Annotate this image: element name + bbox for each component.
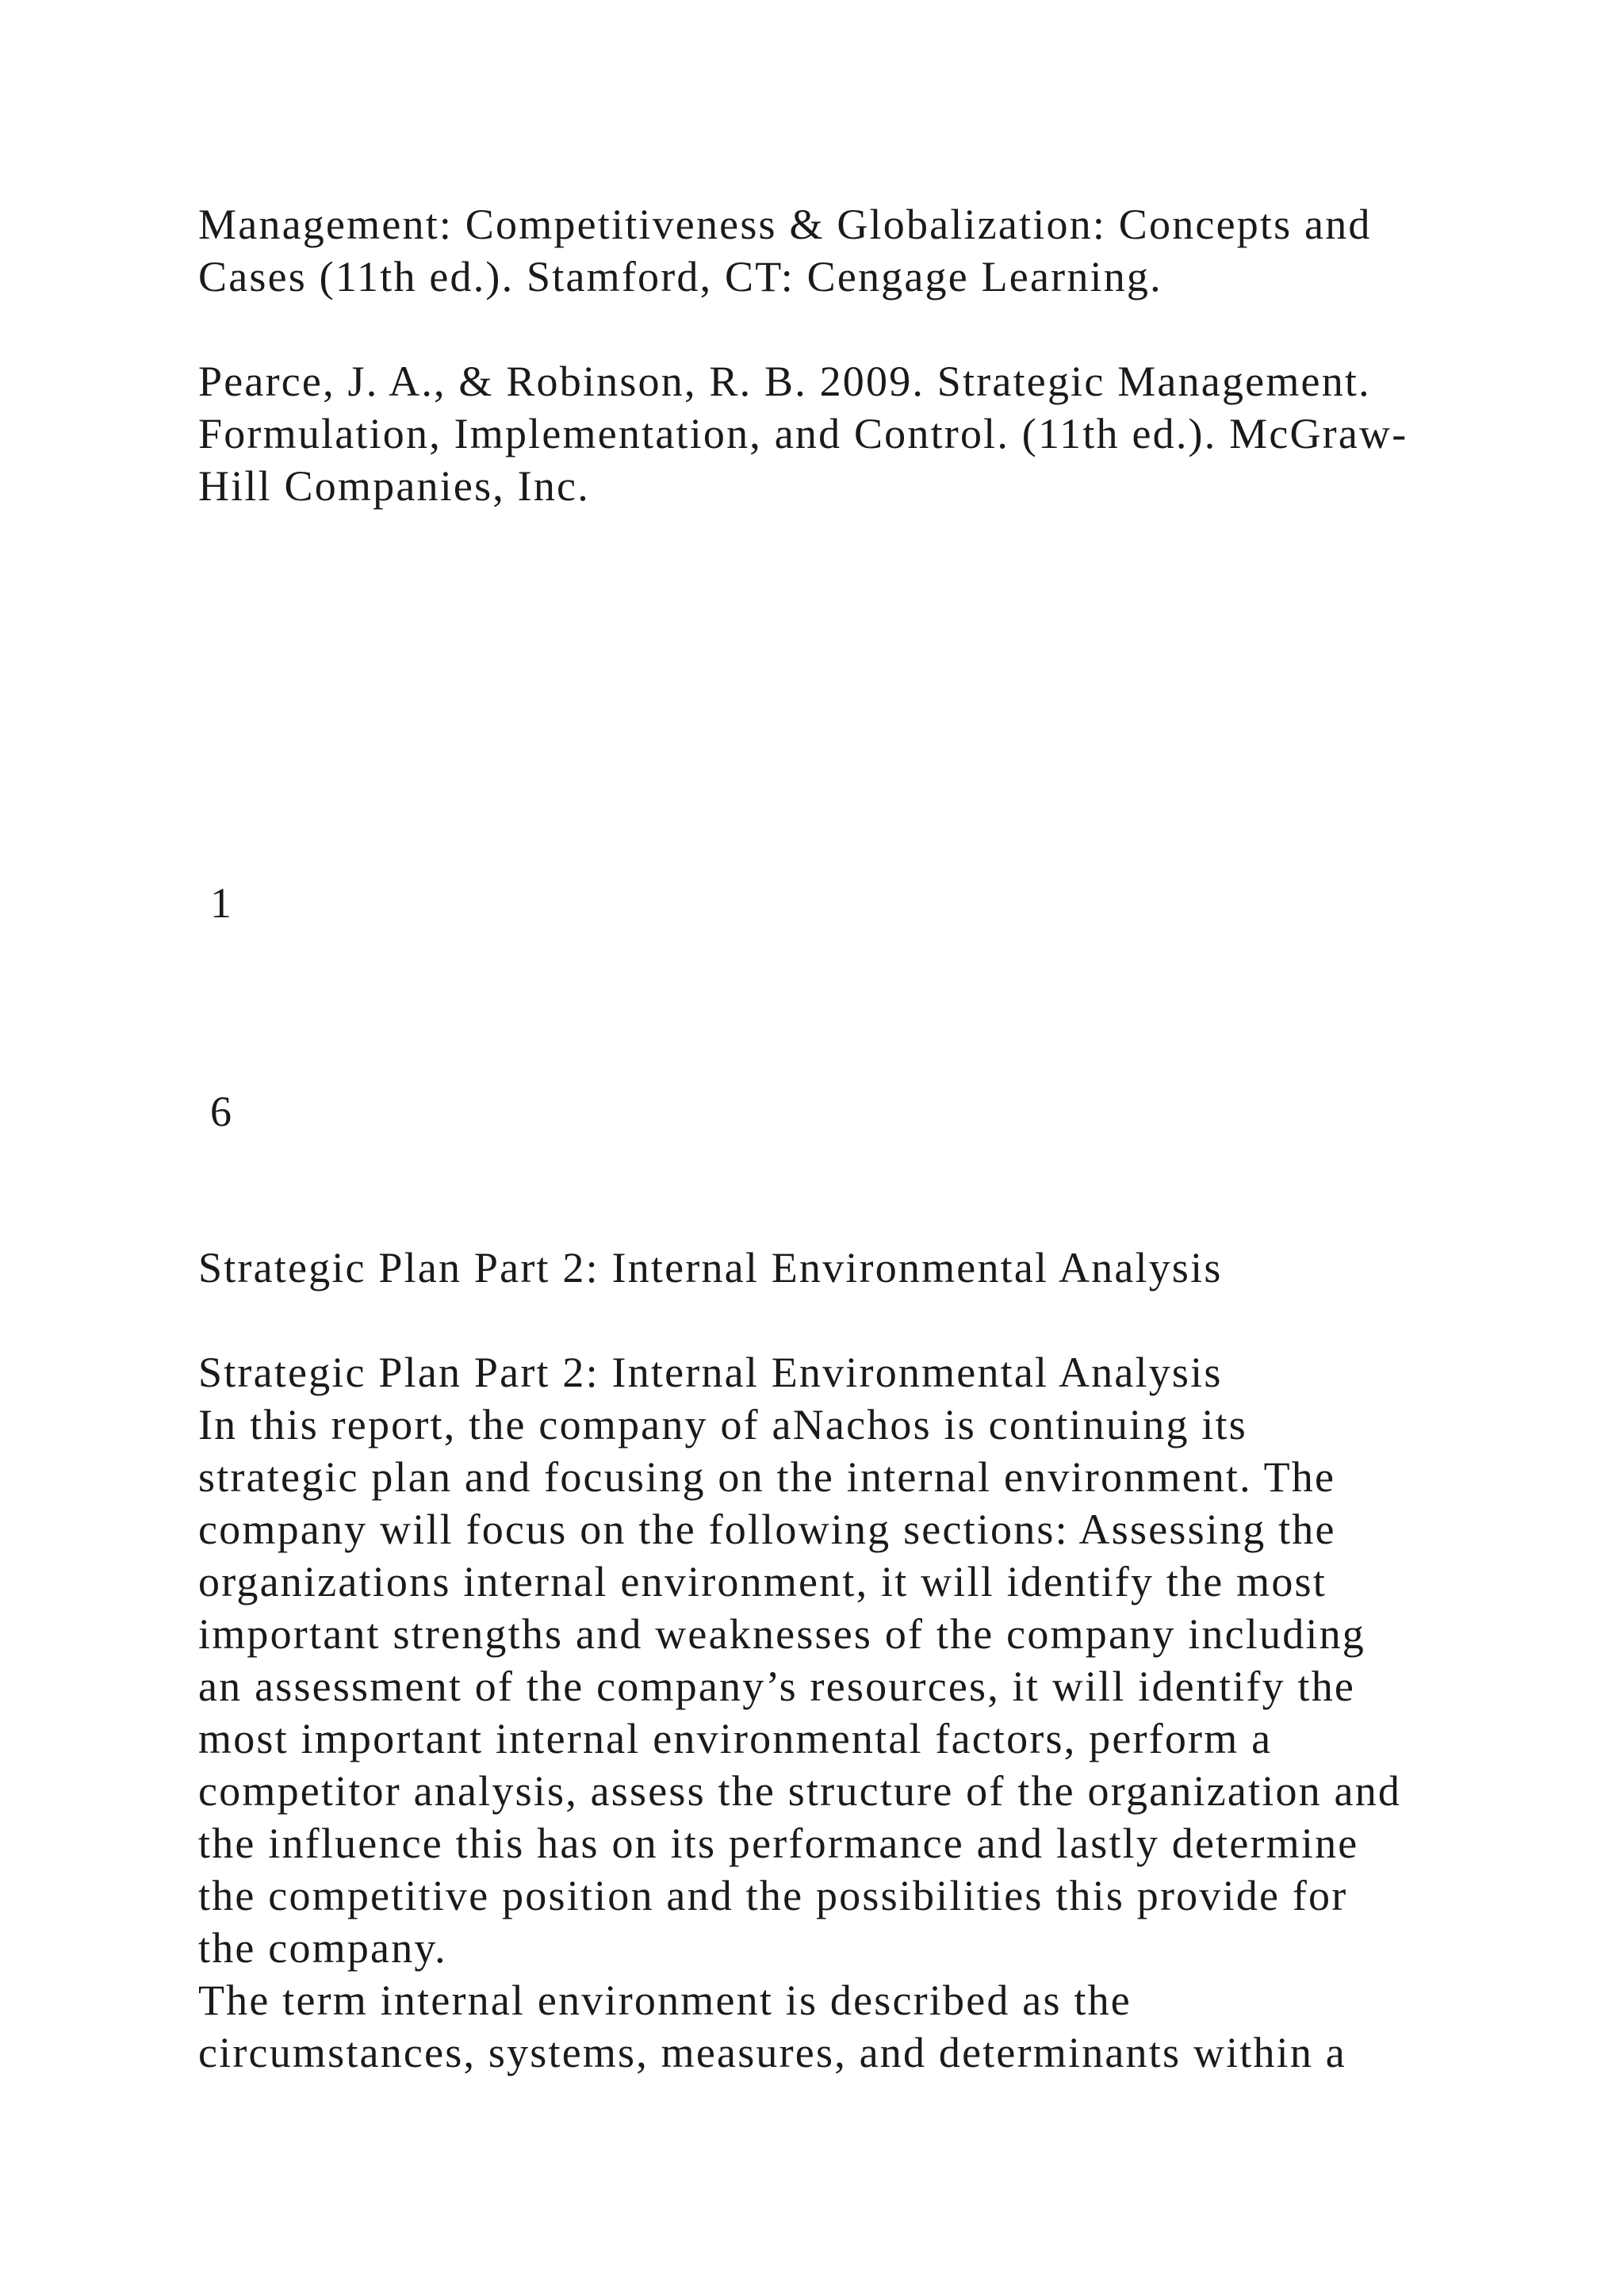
paragraph-1-line-7: most important internal environmental factors, perform a	[198, 1715, 1273, 1762]
paragraph-1-line-8: competitor analysis, assess the structure of the organization and	[198, 1767, 1402, 1815]
paragraph-1-line-11: the company.	[198, 1924, 447, 1972]
section-title: Strategic Plan Part 2: Internal Environmental Analysis	[198, 1349, 1223, 1396]
reference-2-line-2: Formulation, Implementation, and Control. (11th ed.). McGraw-	[198, 410, 1408, 457]
reference-2-line-3: Hill Companies, Inc.	[198, 462, 590, 510]
page-number-1: 1	[210, 879, 234, 927]
paragraph-1-line-3: company will focus on the following sections: Assessing the	[198, 1506, 1336, 1553]
paragraph-2-line-2: circumstances, systems, measures, and determinants within a	[198, 2029, 1346, 2076]
paragraph-2-line-1: The term internal environment is described as the	[198, 1976, 1132, 2024]
paragraph-1-line-5: important strengths and weaknesses of the company including	[198, 1610, 1365, 1658]
paragraph-1-line-10: the competitive position and the possibilities this provide for	[198, 1872, 1348, 1919]
paragraph-1-line-1: In this report, the company of aNachos is continuing its	[198, 1401, 1247, 1448]
paragraph-1-line-2: strategic plan and focusing on the internal environment. The	[198, 1453, 1336, 1501]
reference-2-line-1: Pearce, J. A., & Robinson, R. B. 2009. Strategic Management.	[198, 358, 1371, 405]
page-header-title: Strategic Plan Part 2: Internal Environmental Analysis	[198, 1244, 1223, 1292]
page-number-2: 6	[210, 1088, 234, 1135]
paragraph-1-line-6: an assessment of the company’s resources, it will identify the	[198, 1663, 1356, 1710]
paragraph-1-line-4: organizations internal environment, it will identify the most	[198, 1558, 1327, 1605]
paragraph-1-line-9: the influence this has on its performance and lastly determine	[198, 1820, 1359, 1867]
reference-1-line-2: Cases (11th ed.). Stamford, CT: Cengage Learning.	[198, 253, 1162, 300]
reference-1-line-1: Management: Competitiveness & Globalization: Concepts and	[198, 201, 1372, 248]
